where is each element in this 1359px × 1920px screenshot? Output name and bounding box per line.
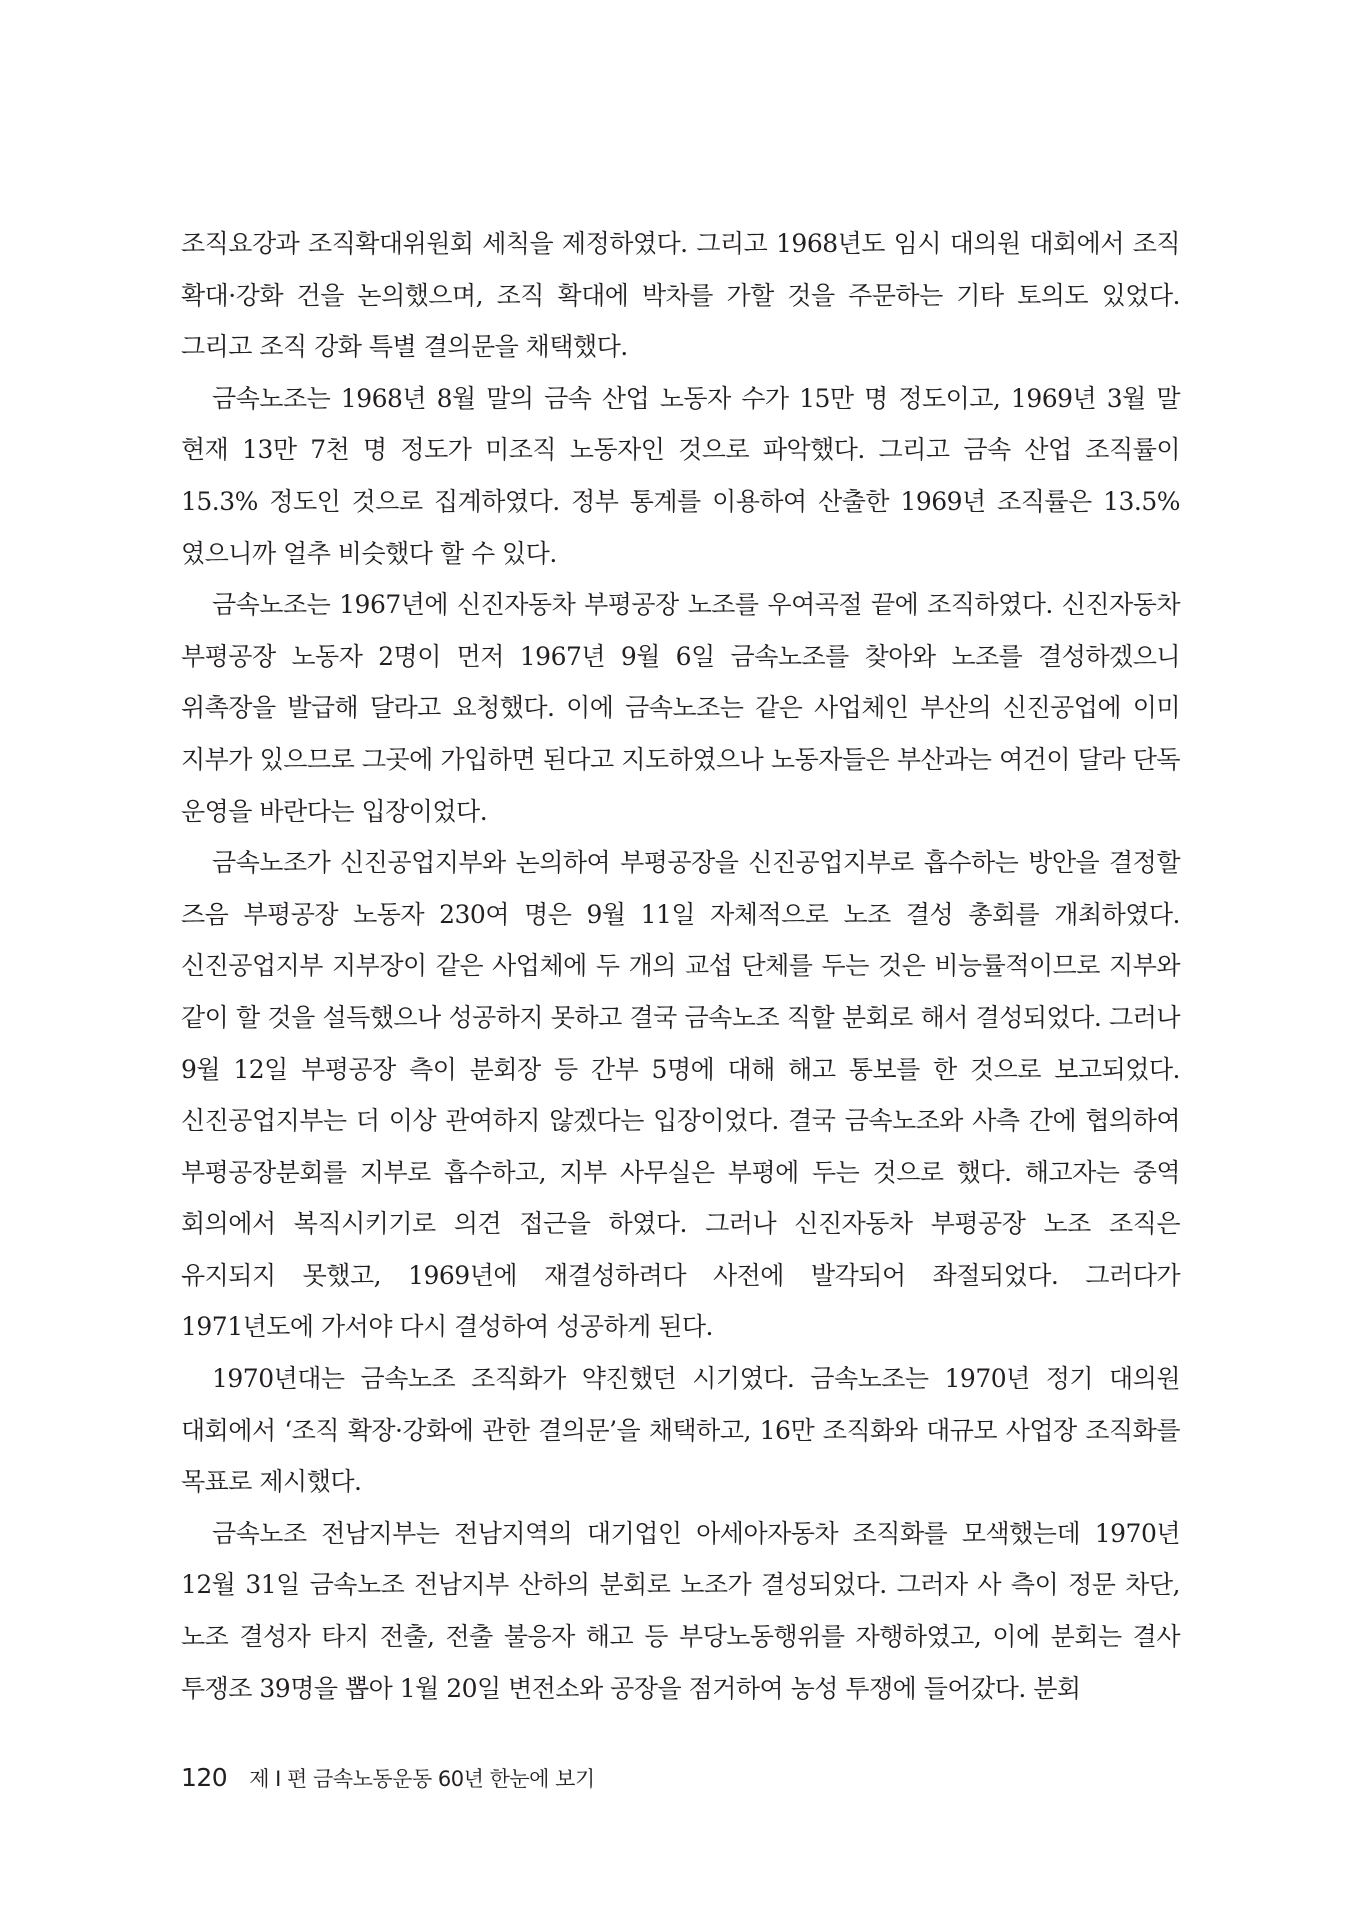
paragraph-1: 조직요강과 조직확대위원회 세칙을 제정하였다. 그리고 1968년도 임시 대의원 대회에서 조직 확대·강화 건을 논의했으며, 조직 확대에 박차를 가할 것을 주문하는 기타 토의도 있었다. 그리고 조직 강화 특별 결의문을 채택했다. — [181, 229, 1180, 362]
page-footer — [181, 1763, 595, 1793]
paragraph-3: 금속노조는 1967년에 신진자동차 부평공장 노조를 우여곡절 끝에 조직하였다. 신진자동차 부평공장 노동자 2명이 먼저 1967년 9월 6일 금속노조를 찾아와 노조를 결성하겠으니 위촉장을 발급해 달라고 요청했다. 이에 금속노조는 같은 사업체인 부산의 신진공업에 이미 지부가 있으므로 그곳에 가입하면 된다고 지도하였으나 노동자들은 부산과는 여건이 달라 단독 운영을 바란다는 입장이었다. — [181, 590, 1180, 826]
paragraph-2: 금속노조는 1968년 8월 말의 금속 산업 노동자 수가 15만 명 정도이고, 1969년 3월 말 현재 13만 7천 명 정도가 미조직 노동자인 것으로 파악했다. 그리고 금속 산업 조직률이 15.3% 정도인 것으로 집계하였다. 정부 통계를 이용하여 산출한 1969년 조직률은 13.5%였으니까 얼추 비슷했다 할 수 있다. — [181, 383, 1180, 568]
page-number: 120 — [181, 1763, 228, 1792]
body-text — [181, 218, 1180, 1714]
paragraph-4: 금속노조가 신진공업지부와 논의하여 부평공장을 신진공업지부로 흡수하는 방안을 결정할 즈음 부평공장 노동자 230여 명은 9월 11일 자체적으로 노조 결성 총회를 개최하였다. 신진공업지부 지부장이 같은 사업체에 두 개의 교섭 단체를 두는 것은 비능률적이므로 지부와 같이 할 것을 설득했으나 성공하지 못하고 결국 금속노조 직할 분회로 해서 결성되었다. 그러나 9월 12일 부평공장 측이 분회장 등 간부 5명에 대해 해고 통보를 한 것으로 보고되었다. 신진공업지부는 더 이상 관여하지 않겠다는 입장이었다. 결국 금속노조와 사측 간에 협의하여 부평공장분회를 지부로 흡수하고, 지부 사무실은 부평에 두는 것으로 했다. 해고자는 중역 회의에서 복직시키기로 의견 접근을 하였다. 그러나 신진자동차 부평공장 노조 조직은 유지되지 못했고, 1969년에 재결성하려다 사전에 발각되어 좌절되었다. 그러다가 1971년도에 가서야 다시 결성하여 성공하게 된다. — [181, 848, 1180, 1342]
paragraph-6: 금속노조 전남지부는 전남지역의 대기업인 아세아자동차 조직화를 모색했는데 1970년 12월 31일 금속노조 전남지부 산하의 분회로 노조가 결성되었다. 그러자 사 측이 정문 차단, 노조 결성자 타지 전출, 전출 불응자 해고 등 부당노동행위를 자행하였고, 이에 분회는 결사 투쟁조 39명을 뽑아 1월 20일 변전소와 공장을 점거하여 농성 투쟁에 들어갔다. 분회 — [181, 1518, 1180, 1703]
running-title: 제 I 편 금속노동운동 60년 한눈에 보기 — [249, 1767, 595, 1791]
paragraph-5: 1970년대는 금속노조 조직화가 약진했던 시기였다. 금속노조는 1970년 정기 대의원 대회에서 ‘조직 확장·강화에 관한 결의문’을 채택하고, 16만 조직화와 대규모 사업장 조직화를 목표로 제시했다. — [181, 1364, 1180, 1497]
